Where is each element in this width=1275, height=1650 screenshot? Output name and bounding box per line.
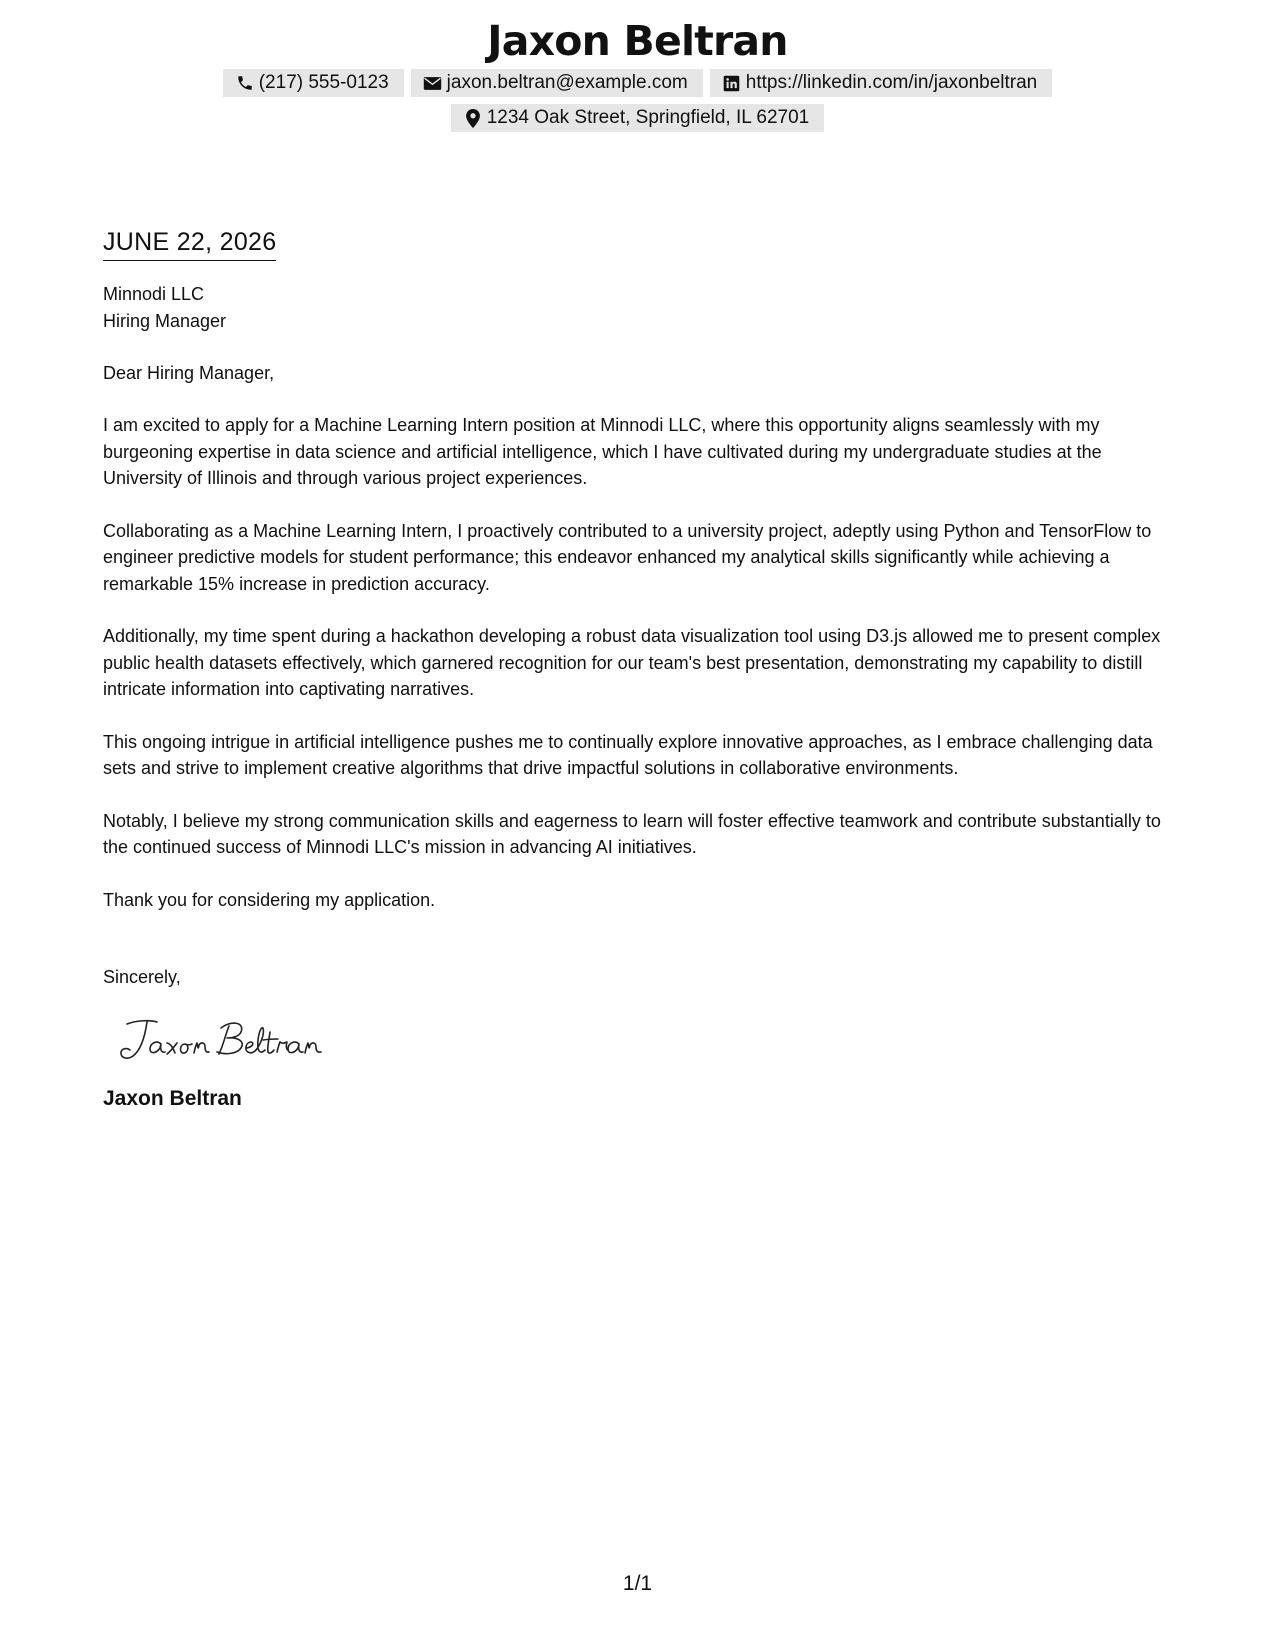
page-number: 1/1 [622,1572,653,1595]
recipient-block [103,281,1178,335]
phone-icon [235,73,255,93]
email-chip[interactable] [411,69,703,97]
address-chip [451,104,825,132]
linkedin-text: https://linkedin.com/in/jaxonbeltran [745,72,1038,94]
paragraph-skills: Notably, I believe my strong communication skills and eagerness to learn will foster effective teamwork and contribute substantially to the continued success of Minnodi LLC's mission in advancing AI initiatives. [103,810,1161,857]
paragraph-intro: I am excited to apply for a Machine Learning Intern position at Minnodi LLC, where this opportunity aligns seamlessly with my burgeoning expertise in data science and artificial intelligence, which I have cultivated during my undergraduate studies at the University of Illinois and through various project experiences. [103,415,1102,488]
envelope-icon [423,73,443,93]
phone-chip[interactable] [223,69,404,97]
phone-text: (217) 555-0123 [258,72,389,94]
map-pin-icon [463,108,483,128]
salutation: Dear Hiring Manager, [103,363,275,383]
address-text: 1234 Oak Street, Springfield, IL 62701 [486,107,810,129]
paragraph-experience: Collaborating as a Machine Learning Intern, I proactively contributed to a university project, adeptly using Python and TensorFlow to engineer predictive models for student performance; this endeavor enhanced my analytical skills significantly while achieving a remarkable 15% increase in prediction accuracy. [103,520,1152,594]
email-text: jaxon.beltran@example.com [446,72,688,94]
linkedin-icon [722,73,742,93]
paragraph-hackathon: Additionally, my time spent during a hackathon developing a robust data visualization tool using D3.js allowed me to present complex public health datasets effectively, which garnered recognition for our team's best presentation, demonstrating my capability to distill intricate information into captivating narratives. [103,626,1161,699]
letter-date: JUNE 22, 2026 [103,225,276,261]
recipient-company: Minnodi LLC [103,284,205,304]
address-row [0,104,1275,132]
applicant-name: Jaxon Beltran [487,17,788,65]
paragraph-motivation: This ongoing intrigue in artificial intelligence pushes me to continually explore innovative approaches, as I embrace challenging data sets and strive to implement creative algorithms that drive impactful solutions in collaborative environments. [103,731,1153,778]
closing: Sincerely, [103,967,181,987]
contact-row [0,69,1275,97]
paragraph-thanks: Thank you for considering my application. [103,889,436,910]
linkedin-chip[interactable] [710,69,1053,97]
recipient-title: Hiring Manager [103,311,227,331]
handwritten-signature [117,1012,1178,1072]
signer-name: Jaxon Beltran [103,1087,242,1110]
letter-body [103,225,1178,1112]
letter-header [0,18,1275,132]
